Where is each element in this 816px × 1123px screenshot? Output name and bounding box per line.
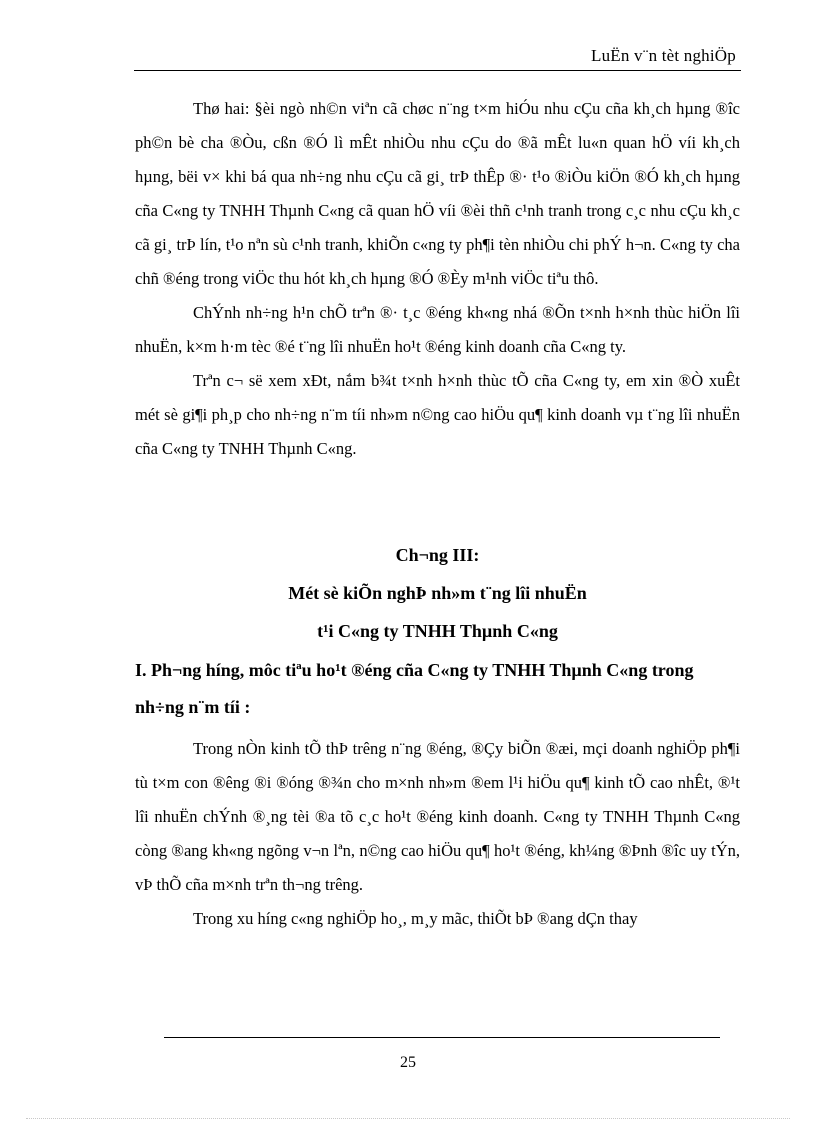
page-number: 25: [400, 1054, 416, 1071]
chapter-number: Ch¬ng III:: [395, 545, 480, 565]
body-paragraph-continued: Trong xu híng c«ng nghiÖp ho¸, m¸y mãc, thiÕt bÞ ®ang dÇn thay: [193, 909, 638, 928]
page-content: [135, 92, 740, 936]
chapter-title-block: [135, 536, 740, 650]
chapter-title-line-1: Mét sè kiÕn nghÞ nh»m t¨ng lîi nhuËn: [288, 583, 587, 603]
running-header: LuËn v¨n tèt nghiÖp: [591, 46, 736, 65]
section-heading: I. Ph¬ng híng, môc tiªu ho¹t ®éng cña C«ng ty TNHH Thµnh C«ng trong nh÷ng n¨m tíi :: [135, 660, 694, 717]
body-paragraph: ChÝnh nh÷ng h¹n chÕ trªn ®· t¸c ®éng kh«ng nhá ®Õn t×nh h×nh thùc hiÖn lîi nhuËn, k×m h·m tèc ®é t¨ng lîi nhuËn ho¹t ®éng kinh doanh cña C«ng ty.: [135, 303, 740, 356]
body-paragraph: Trªn c¬ së xem xÐt, nắm b¾t t×nh h×nh thùc tÕ cña C«ng ty, em xin ®Ò xuÊt mét sè gi¶i ph¸p cho nh÷ng n¨m tíi nh»m n©ng cao hiÖu qu¶ kinh doanh vµ t¨ng lîi nhuËn cña C«ng ty TNHH Thµnh C«ng.: [135, 371, 740, 458]
footer-divider: [164, 1037, 720, 1038]
body-paragraph: Thø hai: §èi ngò nh©n viªn cã chøc n¨ng t×m hiÓu nhu cÇu cña kh¸ch hµng ®îc ph©n bè cha ®Òu, cßn ®Ó lì mÊt nhiÒu nhu cÇu do ®ã mÊt lu«n quan hÖ víi kh¸ch hµng, bëi v× khi bá qua nh÷ng nhu cÇu cã gi¸ trÞ thÊp ®· t¹o ®iÒu kiÖn ®Ó kh¸ch hµng cña C«ng ty TNHH Thµnh C«ng cã quan hÖ víi ®èi thñ c¹nh tranh trong c¸c nhu cÇu kh¸c cã gi¸ trÞ lín, t¹o nªn sù c¹nh tranh, khiÕn c«ng ty ph¶i tèn nhiÒu chi phÝ h¬n. C«ng ty cha chñ ®éng trong viÖc thu hót kh¸ch hµng ®Ó ®Èy m¹nh viÖc tiªu thô.: [135, 99, 740, 288]
chapter-title-line-2: t¹i C«ng ty TNHH Thµnh C«ng: [317, 621, 558, 641]
body-paragraph: Trong nÒn kinh tÕ thÞ trêng n¨ng ®éng, ®Çy biÕn ®æi, mçi doanh nghiÖp ph¶i tù t×m con ®êng ®i ®óng ®¾n cho m×nh nh»m ®em l¹i hiÖu qu¶ kinh tÕ cao nhÊt, ®¹t lîi nhuËn chÝnh ®¸ng tèi ®a tõ c¸c ho¹t ®éng kinh doanh. C«ng ty TNHH Thµnh C«ng còng ®ang kh«ng ngõng v¬n lªn, n©ng cao hiÖu qu¶ ho¹t ®éng, kh¼ng ®Þnh ®îc uy tÝn, vÞ thÕ cña m×nh trªn th¬ng trêng.: [135, 739, 740, 894]
header-divider: [134, 70, 741, 71]
page-edge-dotted-line: [26, 1118, 790, 1119]
